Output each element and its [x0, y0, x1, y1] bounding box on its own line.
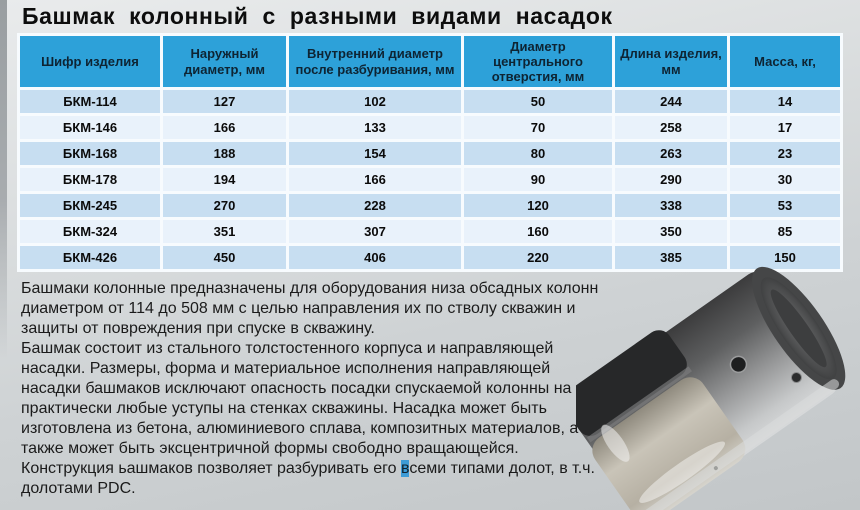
- cell-mass: 23: [730, 142, 840, 165]
- table-row: [20, 116, 840, 139]
- cell-length: 258: [615, 116, 727, 139]
- cell-center-hole: 160: [464, 220, 612, 243]
- product-photo: [576, 260, 860, 510]
- cell-product-code: БКМ-324: [20, 220, 160, 243]
- products-table: [17, 33, 843, 272]
- table-row: [20, 194, 840, 217]
- cell-mass: 85: [730, 220, 840, 243]
- col-header-outer-diameter: Наружный диаметр, мм: [163, 36, 286, 87]
- cell-inner-diameter: 406: [289, 246, 461, 269]
- cell-product-code: БКМ-114: [20, 90, 160, 113]
- cell-length: 290: [615, 168, 727, 191]
- col-header-length: Длина изделия, мм: [615, 36, 727, 87]
- table-row: [20, 142, 840, 165]
- cell-product-code: БКМ-168: [20, 142, 160, 165]
- cell-length: 244: [615, 90, 727, 113]
- col-header-mass: Масса, кг,: [730, 36, 840, 87]
- cell-outer-diameter: 166: [163, 116, 286, 139]
- cell-inner-diameter: 154: [289, 142, 461, 165]
- cell-mass: 30: [730, 168, 840, 191]
- cell-outer-diameter: 351: [163, 220, 286, 243]
- table-row: [20, 90, 840, 113]
- description-paragraph-2: [21, 339, 599, 499]
- description-paragraph-1: Башмаки колонные предназначены для оборудования низа обсадных колонн диаметром от 114 до 508 мм с целью направления их по стволу скважин и защиты от повреждения при спуске в скважину.: [21, 280, 599, 337]
- cell-outer-diameter: 127: [163, 90, 286, 113]
- cell-length: 350: [615, 220, 727, 243]
- paragraph-text: Башмак состоит из стального толстостенного корпуса и направляющей насадки. Размеры, форма и материальное исполнения направляющей насадки башмаков исключают опасность посадки спускаемой колонны на практически любые уступы на стенках скважины. Насадка может быть изготовлена из бетона, алюминиевого сплава, композитных материалов, а также может быть эксцентричной формы свободно вращающейся. Конструкция ьашмаков позволяет разбуривать его: [21, 340, 579, 477]
- cell-inner-diameter: 166: [289, 168, 461, 191]
- description-text: [21, 279, 599, 499]
- cell-mass: 53: [730, 194, 840, 217]
- paragraph-text: семи типами долот, в т.ч. долотами PDC.: [21, 460, 595, 497]
- text-selection: в: [400, 460, 410, 477]
- col-header-product-code: Шифр изделия: [20, 36, 160, 87]
- cell-outer-diameter: 450: [163, 246, 286, 269]
- cell-mass: 17: [730, 116, 840, 139]
- cell-center-hole: 90: [464, 168, 612, 191]
- cell-center-hole: 50: [464, 90, 612, 113]
- casing-shoe-3d-render: [576, 260, 860, 510]
- cell-length: 338: [615, 194, 727, 217]
- table-row: [20, 168, 840, 191]
- cell-inner-diameter: 228: [289, 194, 461, 217]
- left-edge-strip: [0, 0, 7, 360]
- cell-outer-diameter: 194: [163, 168, 286, 191]
- cell-inner-diameter: 307: [289, 220, 461, 243]
- col-header-center-hole-diameter: Диаметр центрального отверстия, мм: [464, 36, 612, 87]
- cell-product-code: БКМ-245: [20, 194, 160, 217]
- cell-outer-diameter: 270: [163, 194, 286, 217]
- cell-outer-diameter: 188: [163, 142, 286, 165]
- cell-product-code: БКМ-178: [20, 168, 160, 191]
- cell-center-hole: 120: [464, 194, 612, 217]
- cell-inner-diameter: 133: [289, 116, 461, 139]
- cell-center-hole: 70: [464, 116, 612, 139]
- cell-length: 385: [615, 246, 727, 269]
- cell-length: 263: [615, 142, 727, 165]
- cell-product-code: БКМ-426: [20, 246, 160, 269]
- col-header-inner-diameter: Внутренний диаметр после разбуривания, мм: [289, 36, 461, 87]
- cell-center-hole: 80: [464, 142, 612, 165]
- cell-inner-diameter: 102: [289, 90, 461, 113]
- table-row: [20, 220, 840, 243]
- table-header-row: [20, 36, 840, 87]
- cell-mass: 150: [730, 246, 840, 269]
- cell-product-code: БКМ-146: [20, 116, 160, 139]
- cell-center-hole: 220: [464, 246, 612, 269]
- cell-mass: 14: [730, 90, 840, 113]
- page-title: Башмак колонный с разными видами насадок: [22, 3, 613, 29]
